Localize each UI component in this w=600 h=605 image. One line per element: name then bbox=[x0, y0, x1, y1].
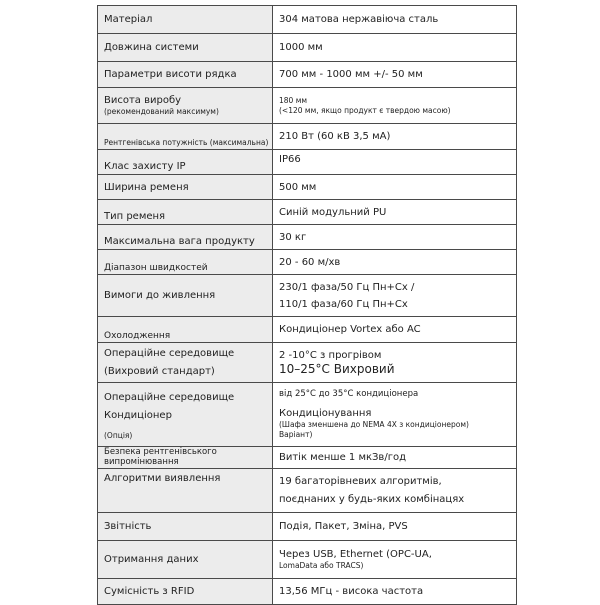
value-line: 10–25°C Вихровий bbox=[279, 361, 395, 376]
label-line: Операційне середовище bbox=[104, 391, 235, 403]
value-line: 230/1 фаза/50 Гц Пн+Сх / bbox=[279, 281, 415, 293]
table-row bbox=[98, 150, 517, 175]
table-row bbox=[98, 62, 517, 88]
table-row bbox=[98, 124, 517, 150]
spec-label-belt-width bbox=[98, 175, 273, 200]
value-line: поєднаних у будь-яких комбінацях bbox=[279, 493, 465, 505]
value-line: 700 мм - 1000 мм +/- 50 мм bbox=[279, 69, 423, 80]
spec-value-system-length bbox=[273, 34, 517, 62]
table-row bbox=[98, 317, 517, 343]
value-line: Через USB, Ethernet (OPC-UA, bbox=[279, 549, 432, 560]
label-line: Отримання даних bbox=[104, 554, 199, 565]
value-line: (Шафа зменшена до NEMA 4X з кондиціонером) bbox=[279, 420, 469, 429]
specifications-table bbox=[97, 5, 517, 605]
table-row bbox=[98, 541, 517, 579]
spec-label-data-acquisition bbox=[98, 541, 273, 579]
label-line: Безпека рентгенівського bbox=[104, 447, 217, 457]
spec-value-line-height bbox=[273, 62, 517, 88]
value-line: 20 - 60 м/хв bbox=[279, 256, 341, 268]
value-line: 2 -10°C з прогрівом bbox=[279, 349, 382, 361]
spec-value-rfid bbox=[273, 579, 517, 605]
label-line: Ширина ременя bbox=[104, 181, 189, 193]
label-line: Сумісність з RFID bbox=[104, 586, 195, 597]
label-line: Охолодження bbox=[104, 331, 171, 341]
spec-value-material bbox=[273, 6, 517, 34]
spec-label-cooling bbox=[98, 317, 273, 343]
spec-label-product-height bbox=[98, 88, 273, 124]
spec-label-line-height bbox=[98, 62, 273, 88]
spec-value-xray-power bbox=[273, 124, 517, 150]
value-line: (<120 мм, якщо продукт є твердою масою) bbox=[279, 105, 451, 115]
spec-value-operating-env-ac bbox=[273, 383, 517, 447]
spec-label-xray-safety bbox=[98, 447, 273, 469]
spec-label-ip-class bbox=[98, 150, 273, 175]
table-row bbox=[98, 88, 517, 124]
label-line: (Опція) bbox=[104, 430, 133, 440]
value-line: Витік менше 1 мкЗв/год bbox=[279, 452, 406, 463]
spec-value-speed-range bbox=[273, 250, 517, 275]
label-line: Довжина системи bbox=[104, 42, 199, 53]
table-row bbox=[98, 6, 517, 34]
value-line: 500 мм bbox=[279, 181, 317, 193]
spec-label-system-length bbox=[98, 34, 273, 62]
label-line: (рекомендований максимум) bbox=[104, 107, 219, 116]
label-line: Тип ременя bbox=[104, 211, 166, 222]
value-line: Подія, Пакет, Зміна, PVS bbox=[279, 521, 408, 532]
spec-label-reporting bbox=[98, 513, 273, 541]
value-line: 13,56 МГц - висока частота bbox=[279, 586, 424, 597]
label-line: Операційне середовище bbox=[104, 347, 235, 359]
spec-value-power-requirements bbox=[273, 275, 517, 317]
label-line: Клас захисту IP bbox=[104, 161, 186, 172]
label-line: Діапазон швидкостей bbox=[104, 263, 208, 273]
spec-label-operating-env-ac bbox=[98, 383, 273, 447]
spec-value-belt-type bbox=[273, 200, 517, 225]
table-row bbox=[98, 225, 517, 250]
table-row bbox=[98, 343, 517, 383]
table-row bbox=[98, 34, 517, 62]
spec-label-belt-type bbox=[98, 200, 273, 225]
value-line: 1000 мм bbox=[279, 42, 323, 53]
label-line: Параметри висоти рядка bbox=[104, 69, 237, 80]
value-line: IP66 bbox=[279, 154, 301, 165]
value-line: 19 багаторівневих алгоритмів, bbox=[279, 475, 442, 487]
table-row bbox=[98, 447, 517, 469]
label-line: Рентгенівська потужність (максимальна) bbox=[104, 138, 269, 147]
spec-value-xray-safety bbox=[273, 447, 517, 469]
table-row bbox=[98, 383, 517, 447]
spec-value-data-acquisition bbox=[273, 541, 517, 579]
label-line: (Вихровий стандарт) bbox=[104, 365, 215, 377]
spec-value-belt-width bbox=[273, 175, 517, 200]
spec-value-reporting bbox=[273, 513, 517, 541]
value-line: 180 мм bbox=[279, 95, 308, 105]
table-row bbox=[98, 175, 517, 200]
value-line: 304 матова нержавіюча сталь bbox=[279, 14, 439, 25]
value-line: Кондиціонер Vortex або AC bbox=[279, 324, 421, 335]
spec-label-material bbox=[98, 6, 273, 34]
table-row bbox=[98, 275, 517, 317]
value-line: 30 кг bbox=[279, 231, 307, 243]
label-line: випромінювання bbox=[104, 457, 179, 467]
spec-label-xray-power bbox=[98, 124, 273, 150]
table-row bbox=[98, 579, 517, 605]
label-line: Звітність bbox=[104, 521, 152, 532]
spec-value-cooling bbox=[273, 317, 517, 343]
spec-value-detection-algorithms bbox=[273, 469, 517, 513]
spec-value-operating-env-vortex bbox=[273, 343, 517, 383]
table-row bbox=[98, 250, 517, 275]
label-line: Кондиціонер bbox=[104, 409, 172, 421]
value-line: 110/1 фаза/60 Гц Пн+Сх bbox=[279, 298, 408, 310]
spec-label-max-weight bbox=[98, 225, 273, 250]
value-line: від 25°C до 35°C кондиціонера bbox=[279, 389, 419, 399]
table-row bbox=[98, 200, 517, 225]
label-line: Матеріал bbox=[104, 14, 153, 25]
label-line: Висота виробу bbox=[104, 95, 182, 106]
value-line: LomaData або TRACS) bbox=[279, 561, 364, 570]
value-line: Варіант) bbox=[279, 430, 313, 439]
label-line: Вимоги до живлення bbox=[104, 290, 216, 301]
label-line: Алгоритми виявлення bbox=[104, 473, 221, 484]
label-line: Максимальна вага продукту bbox=[104, 236, 255, 247]
spec-label-speed-range bbox=[98, 250, 273, 275]
table-row bbox=[98, 469, 517, 513]
spec-label-rfid bbox=[98, 579, 273, 605]
value-line: Синій модульний PU bbox=[279, 206, 387, 218]
spec-value-ip-class bbox=[273, 150, 517, 175]
spec-label-power-requirements bbox=[98, 275, 273, 317]
value-line: 210 Вт (60 кВ 3,5 мА) bbox=[279, 131, 391, 142]
spec-label-operating-env-vortex bbox=[98, 343, 273, 383]
table-row bbox=[98, 513, 517, 541]
spec-value-max-weight bbox=[273, 225, 517, 250]
spec-value-product-height bbox=[273, 88, 517, 124]
value-line: Кондиціонування bbox=[279, 408, 372, 419]
spec-label-detection-algorithms bbox=[98, 469, 273, 513]
